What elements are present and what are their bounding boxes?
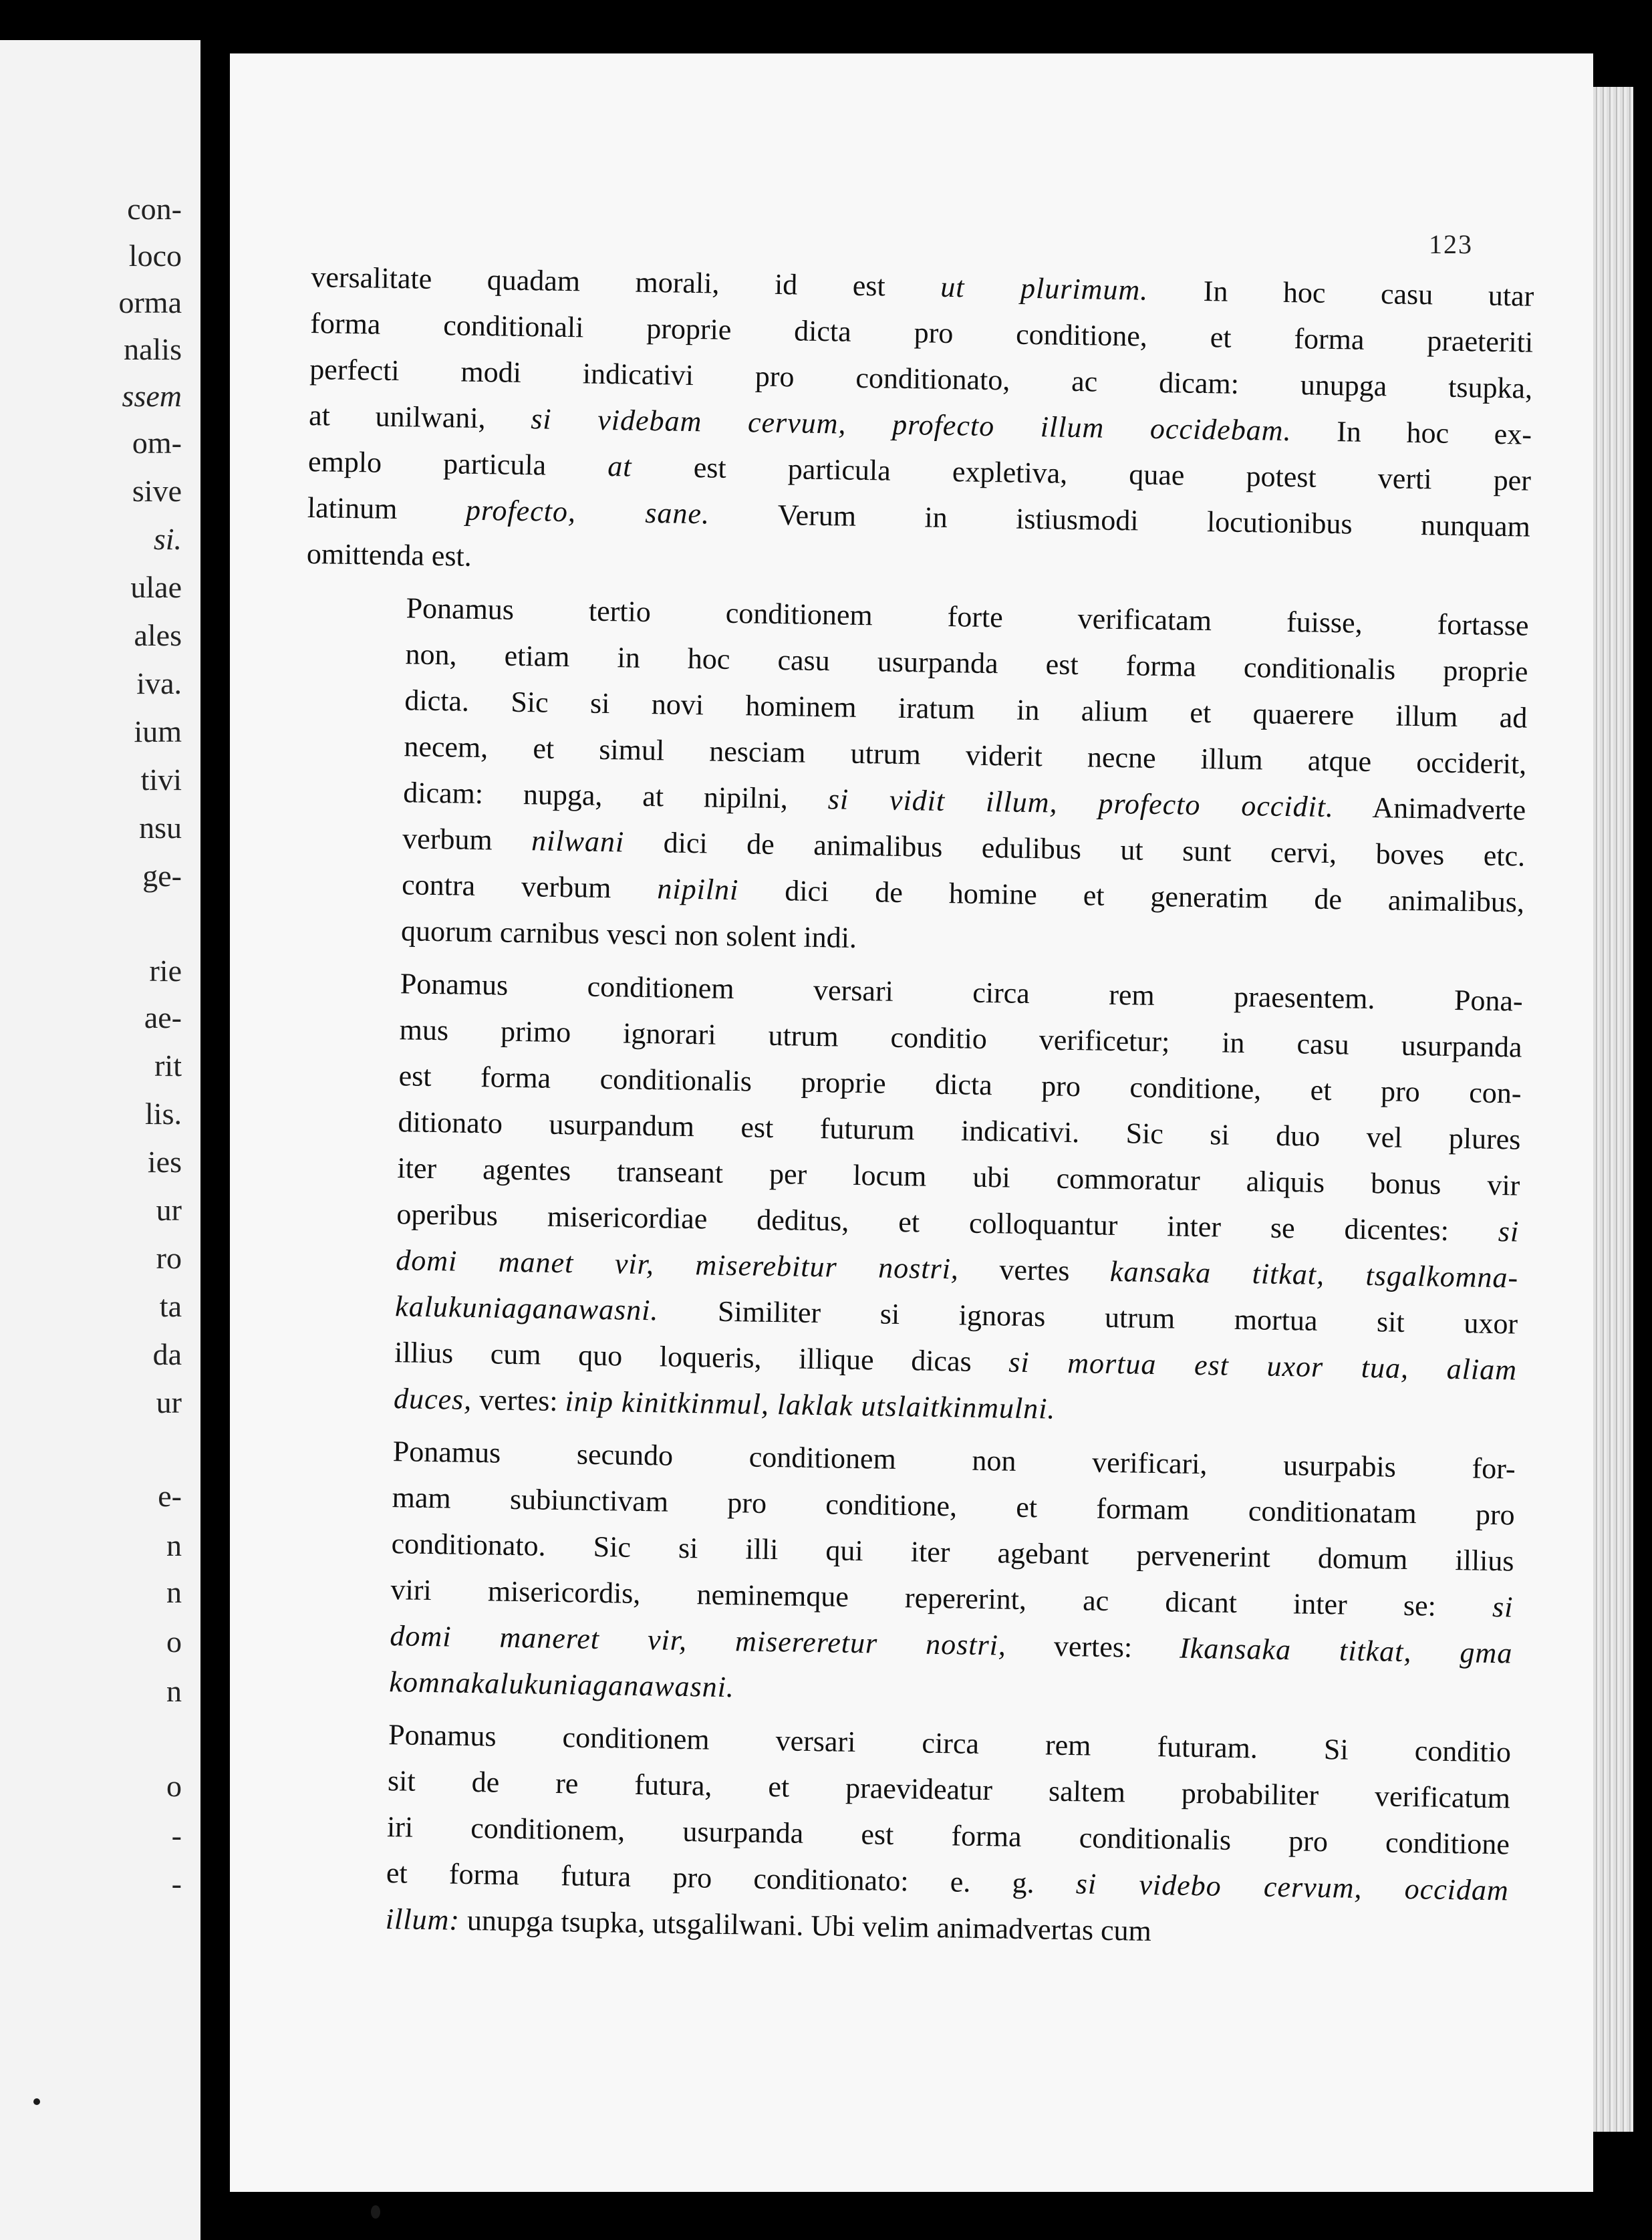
italic-text: profecto, sane. [465, 493, 710, 531]
left-page-text-fragment: n [166, 1575, 182, 1609]
paragraph [285, 1710, 1511, 1960]
italic-text: kansaka titkat, tsgalkomna- [1109, 1254, 1519, 1294]
text-segment: est particula expletiva, quae potest verti per [632, 450, 1532, 497]
text-segment: versalitate quadam morali, id est [311, 260, 941, 303]
left-page-text-fragment: da [152, 1337, 182, 1371]
text-segment: iri conditionem, usurpanda est forma conditionalis pro conditione [386, 1810, 1510, 1861]
italic-text: komnakalukuniaganawasni. [389, 1665, 735, 1704]
book-page [230, 53, 1593, 2192]
text-segment: Similiter si ignoras utrum mortua sit uxor [658, 1294, 1518, 1341]
text-segment: at unilwani, [308, 398, 531, 436]
text-segment: sit de re futura, et praevideatur saltem probabiliter verificatum [387, 1764, 1511, 1815]
text-segment: viri misericordis, neminemque repererint, ac dicant inter se: [390, 1573, 1493, 1624]
text-segment: dici de homine et generatim de animalibus, [738, 873, 1525, 919]
left-page-text-fragment: orma [118, 285, 182, 319]
left-page-text-fragment: ulae [130, 570, 182, 604]
text-segment: forma conditionali proprie dicta pro conditione, et forma praeteriti [309, 306, 1534, 359]
text-segment: dicam: nupga, at nipilni, [402, 776, 829, 816]
text-segment: Ponamus tertio conditionem forte verificatam fuisse, fortasse [406, 591, 1529, 642]
left-page-text-fragment: rit [154, 1048, 182, 1083]
paragraph [293, 959, 1524, 1439]
italic-text: si vidit illum, profecto occidit. [827, 783, 1335, 824]
text-segment: vertes [958, 1252, 1111, 1288]
left-page-text-fragment: ium [134, 714, 182, 748]
text-segment: ditionato usurpandum est futurum indicativi. Sic si duo vel plures [398, 1105, 1521, 1156]
text-segment: vertes: [1006, 1629, 1180, 1665]
left-page-text-fragment: ge- [142, 859, 182, 893]
italic-text: illum: [385, 1903, 460, 1937]
text-segment: operibus misericordiae deditus, et colloquantur inter se dicentes: [396, 1198, 1499, 1248]
left-page-text-fragment: - [171, 1818, 182, 1852]
left-page-text-fragment: iva. [136, 666, 182, 700]
italic-text: at [607, 450, 632, 483]
text-segment: Animadverte [1333, 791, 1526, 827]
italic-text: si videbam cervum, profecto illum occidebam. [530, 402, 1292, 448]
page-text [285, 254, 1534, 1966]
paragraph [289, 1427, 1516, 1723]
italic-text: si [1498, 1215, 1520, 1248]
left-page-text-fragment: ta [159, 1289, 182, 1323]
left-page-text-fragment: n [166, 1674, 182, 1708]
left-page-text-fragment: loco [128, 239, 182, 273]
left-page-text-fragment: ae- [144, 1000, 182, 1034]
left-page-text-fragment: ur [156, 1193, 182, 1227]
text-segment: quorum carnibus vesci non solent indi. [400, 914, 857, 954]
italic-text: nipilni [657, 872, 739, 907]
italic-text: si mortua est uxor tua, aliam [1008, 1345, 1518, 1387]
text-segment: mus primo ignorari utrum conditio verificetur; in casu usurpanda [399, 1013, 1522, 1064]
text-segment: emplo particula [307, 444, 608, 483]
text-segment: vertes: [471, 1383, 565, 1418]
paragraph [306, 254, 1534, 596]
text-segment: necem, et simul nesciam utrum viderit necne illum atque occiderit, [404, 730, 1527, 781]
italic-text: kalukuniaganawasni. [394, 1290, 659, 1327]
page-number: 123 [1429, 229, 1473, 259]
scan-speck [371, 2205, 380, 2219]
italic-text: Ikansaka titkat, gma [1179, 1631, 1513, 1670]
left-page-text-fragment: ales [134, 618, 182, 652]
italic-text: si [1492, 1590, 1514, 1624]
text-segment: Ponamus conditionem versari circa rem futuram. Si conditio [388, 1718, 1512, 1769]
text-segment: latinum [307, 491, 466, 527]
paragraph [301, 583, 1529, 972]
italic-text: duces, [393, 1382, 472, 1416]
text-segment: Ponamus conditionem versari circa rem praesentem. Pona- [400, 967, 1524, 1018]
left-page-text-fragment: n [166, 1528, 182, 1562]
text-segment: illius cum quo loqueris, illique dicas [394, 1336, 1009, 1379]
page-edges [1593, 87, 1633, 2132]
page-gutter [200, 0, 230, 2240]
text-segment: omittenda est. [306, 537, 472, 573]
left-page-text-fragment: si. [153, 522, 182, 556]
text-segment: unupga tsupka, utsgalilwani. Ubi velim animadvertas cum [459, 1903, 1152, 1948]
text-segment: In hoc casu utar [1147, 273, 1534, 313]
text-segment: In hoc ex- [1291, 414, 1532, 451]
text-segment: mam subiunctivam pro conditione, et formam conditionatam pro [392, 1481, 1515, 1532]
text-segment: dici de animalibus edulibus ut sunt cervi, boves etc. [624, 825, 1526, 873]
left-page-text-fragment: om- [132, 426, 182, 460]
text-segment: Verum in istiusmodi locutionibus nunquam [709, 497, 1531, 543]
text-segment: iter agentes transeant per locum ubi commoratur aliquis bonus vir [397, 1151, 1520, 1202]
italic-text: si videbo cervum, occidam [1075, 1867, 1510, 1907]
left-page-text-fragment: tivi [140, 762, 182, 797]
left-page-fragment [0, 40, 200, 2240]
left-page-text-fragment: lis. [145, 1097, 182, 1131]
text-segment: Ponamus secundo conditionem non verificari, usurpabis for- [392, 1435, 1516, 1486]
left-page-text-fragment: con- [127, 192, 182, 226]
scan-speck [33, 2098, 40, 2105]
text-segment: conditionato. Sic si illi qui iter agebant pervenerint domum illius [391, 1527, 1514, 1578]
text-segment: non, etiam in hoc casu usurpanda est forma conditionalis proprie [405, 638, 1528, 688]
left-page-text-fragment: o [166, 1769, 182, 1803]
italic-text: nilwani [531, 824, 625, 859]
text-segment: verbum [402, 822, 532, 857]
italic-text: domi manet vir, miserebitur nostri, [395, 1244, 960, 1286]
text-segment: dicta. Sic si novi hominem iratum in alium et quaerere illum ad [404, 684, 1528, 734]
left-page-text-fragment: sive [132, 474, 182, 508]
text-segment: contra verbum [401, 868, 658, 905]
left-page-text-fragment: nalis [124, 332, 182, 366]
italic-text: domi maneret vir, misereretur nostri, [390, 1619, 1007, 1662]
left-page-text-fragment: ies [147, 1145, 182, 1179]
text-segment: perfecti modi indicativi pro conditionato, ac dicam: unupga tsupka, [309, 352, 1533, 405]
italic-text: ut plurimum. [940, 270, 1149, 307]
left-page-text-fragment: ur [156, 1385, 182, 1419]
left-page-text-fragment: - [171, 1866, 182, 1901]
left-page-text-fragment: ro [156, 1241, 182, 1275]
left-page-text-fragment: e- [158, 1479, 182, 1513]
text-segment: est forma conditionalis proprie dicta pro conditione, et pro con- [398, 1059, 1522, 1110]
left-page-text-fragment: rie [149, 954, 182, 988]
left-page-text-fragment: o [166, 1625, 182, 1659]
text-segment: et forma futura pro conditionato: e. g. [386, 1856, 1077, 1901]
italic-text: inip kinitkinmul, laklak utslaitkinmulni. [565, 1385, 1056, 1425]
left-page-text-fragment: ssem [122, 379, 182, 413]
left-page-text-fragment: nsu [139, 811, 182, 845]
